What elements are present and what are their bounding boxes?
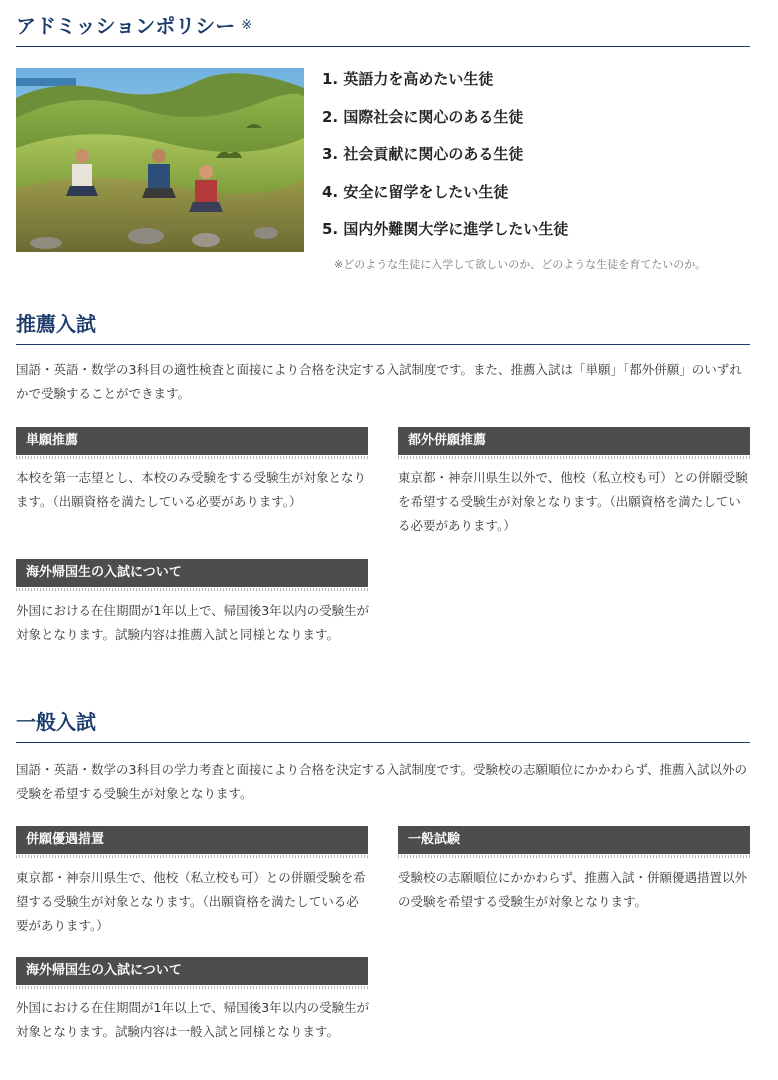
admission-policy-title-text: アドミッションポリシー — [16, 14, 236, 38]
policy-item: 3. 社会貢献に関心のある生徒 — [322, 145, 524, 163]
suisen-section-title-text: 推薦入試 — [16, 312, 96, 336]
suisen-kikokusei-heading: 海外帰国生の入試について — [16, 559, 368, 587]
ippan-kikokusei-heading: 海外帰国生の入試について — [16, 957, 368, 985]
tangan-suisen-heading: 単願推薦 — [16, 427, 368, 455]
suisen-description: 国語・英語・数学の3科目の適性検査と面接により合格を決定する入試制度です。また、推薦入試は「単願」「都外併願」のいずれかで受験することができます。 — [16, 362, 742, 401]
policy-item: 4. 安全に留学をしたい生徒 — [322, 182, 509, 201]
policy-item: 5. 国内外難関大学に進学したい生徒 — [322, 220, 569, 238]
admission-policy-title — [16, 12, 750, 47]
students-hillside-photo — [16, 68, 304, 252]
ippan-section-title-text: 一般入試 — [16, 710, 96, 734]
togai-heigan-suisen-heading: 都外併願推薦 — [398, 427, 750, 455]
suisen-section-title — [16, 310, 750, 345]
ippan-shiken-heading: 一般試験 — [398, 826, 750, 854]
admission-policy-list — [322, 66, 568, 254]
heigan-yuugu-heading: 併願優遇措置 — [16, 826, 368, 854]
policy-item: 1. 英語力を高めたい生徒 — [322, 70, 494, 88]
suisen-kikokusei-text: 外国における在住期間が1年以上で、帰国後3年以内の受験生が対象となります。試験内容は推薦入試と同様となります。 — [16, 603, 370, 642]
policy-item: 2. 国際社会に関心のある生徒 — [322, 107, 524, 126]
heigan-yuugu-text: 東京都・神奈川県生で、他校（私立校も可）との併願受験を希望する受験生が対象となります。（出願資格を満たしている必要があります。） — [16, 870, 366, 933]
ippan-description: 国語・英語・数学の3科目の学力考査と面接により合格を決定する入試制度です。受験校の志願順位にかかわらず、推薦入試以外の受験を希望する受験生が対象となります。 — [16, 762, 747, 801]
ippan-shiken-text: 受験校の志願順位にかかわらず、推薦入試・併願優遇措置以外の受験を希望する受験生が対象となります。 — [398, 870, 748, 909]
tangan-suisen-text: 本校を第一志望とし、本校のみ受験をする受験生が対象となります。（出願資格を満たしている必要があります。） — [16, 470, 367, 509]
admission-policy-note: ※どのような生徒に入学して欲しいのか、どのような生徒を育てたいのか。 — [334, 258, 707, 271]
ippan-kikokusei-text: 外国における在住期間が1年以上で、帰国後3年以内の受験生が対象となります。試験内容は一般入試と同様となります。 — [16, 1000, 370, 1039]
togai-heigan-suisen-text: 東京都・神奈川県生以外で、他校（私立校も可）との併願受験を希望する受験生が対象となります。（出願資格を満たしている必要があります。） — [398, 470, 748, 533]
admission-policy-mark: ※ — [241, 18, 253, 33]
ippan-section-title — [16, 708, 750, 743]
